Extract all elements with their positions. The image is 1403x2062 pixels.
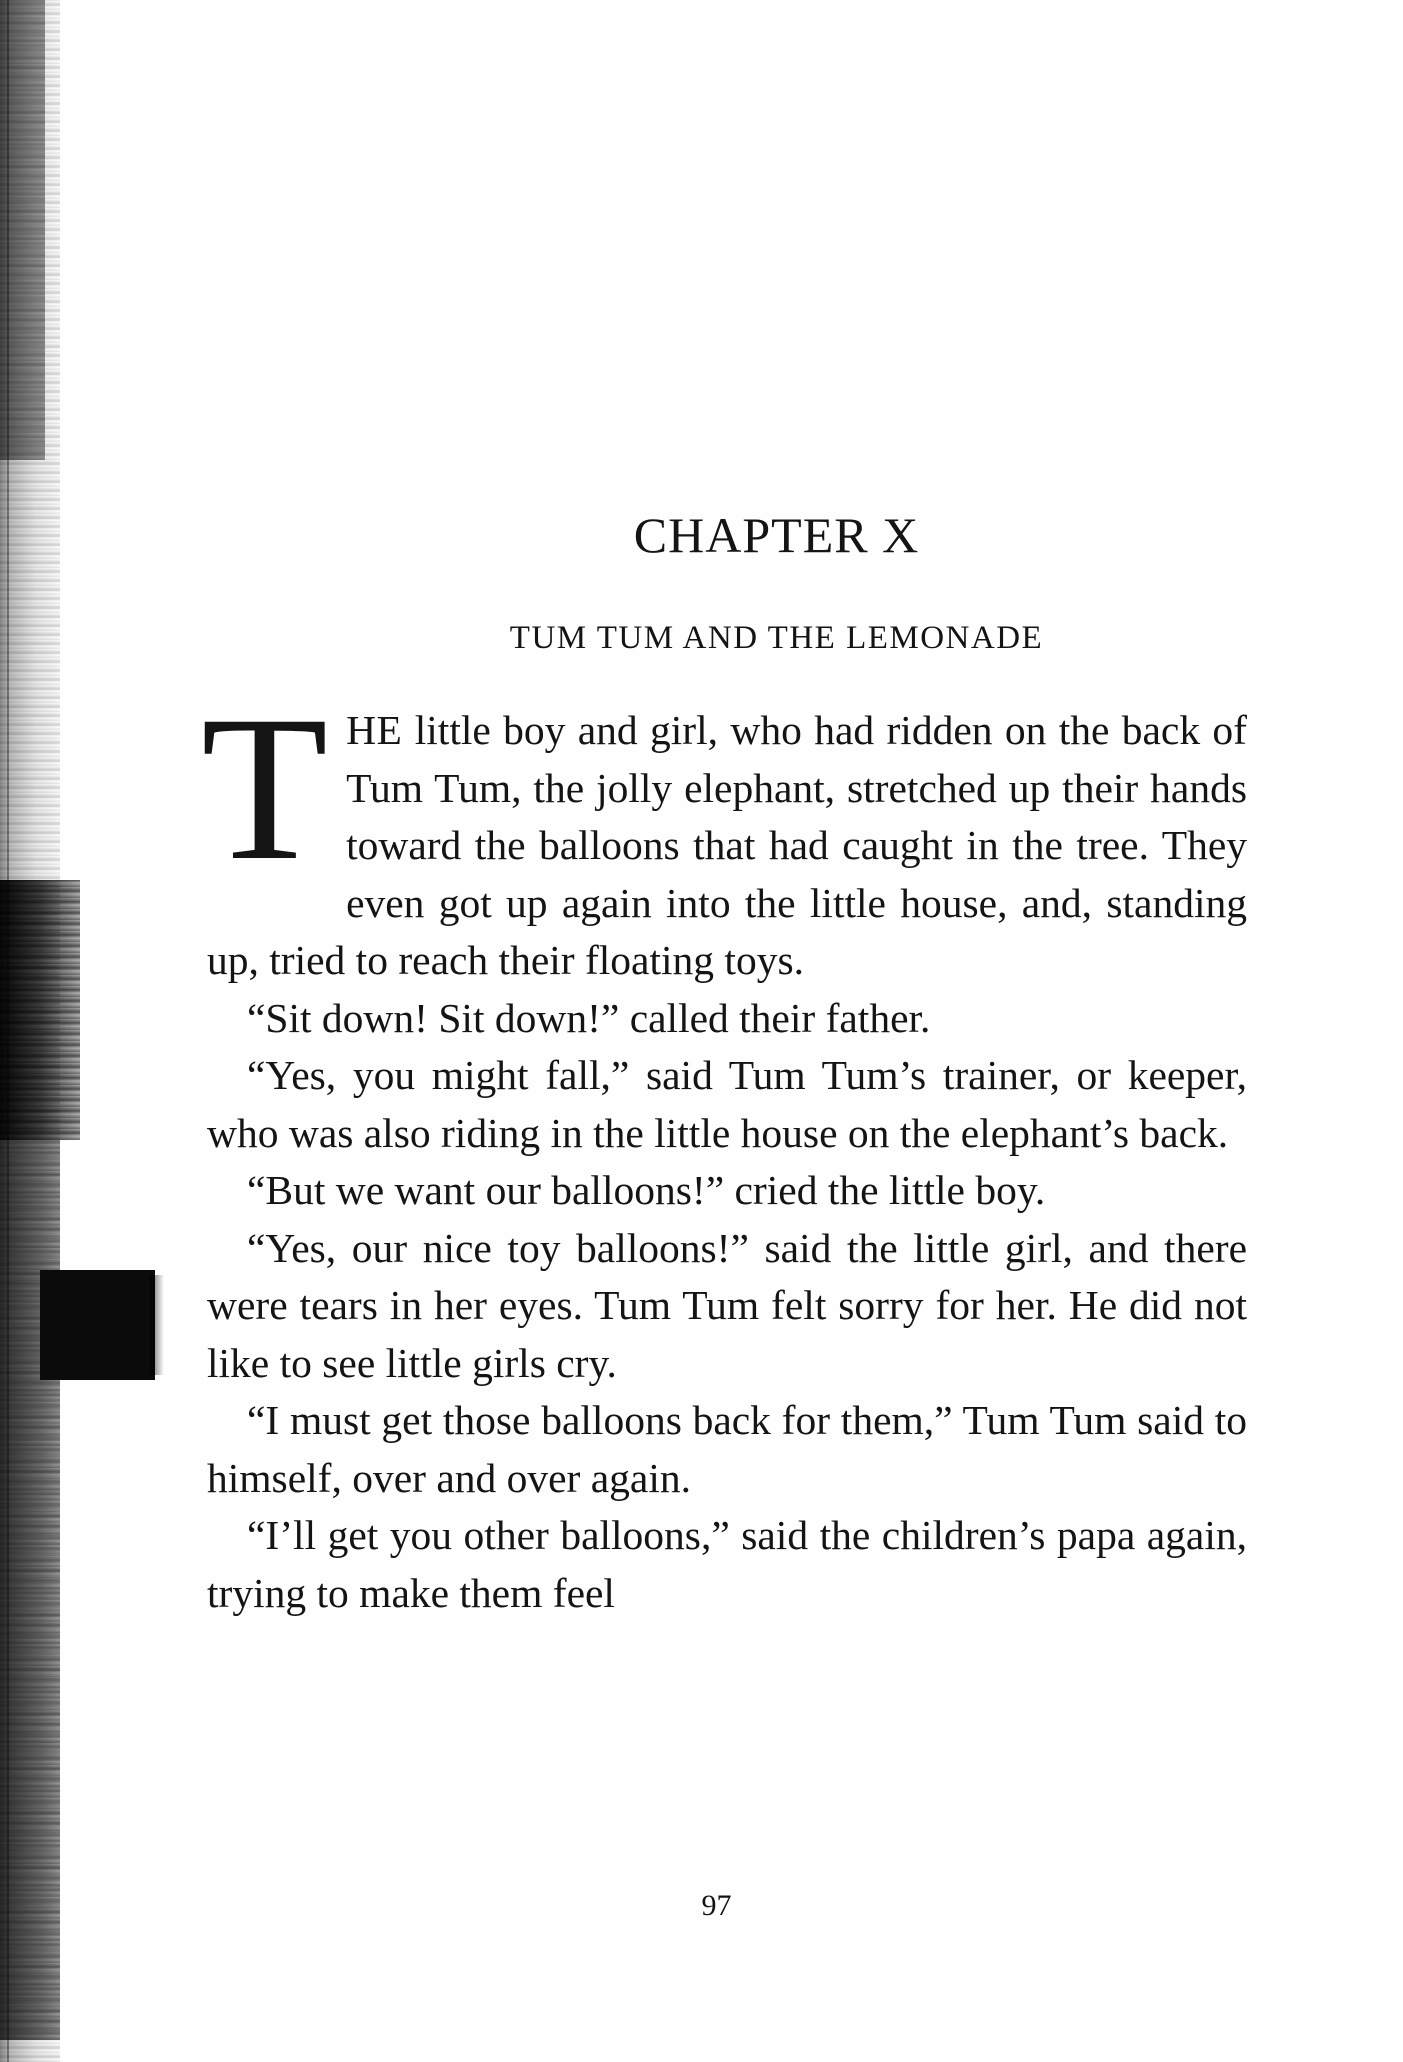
chapter-subtitle: TUM TUM AND THE LEMONADE bbox=[509, 620, 1044, 656]
scan-binding-shadow-middle bbox=[0, 880, 80, 1140]
chapter-heading: CHAPTER X bbox=[633, 507, 920, 563]
paragraph: “I must get those balloons back for them,” Tum Tum said to himself, over and over again. bbox=[207, 1397, 1247, 1501]
paragraph: “Yes, you might fall,” said Tum Tum’s trainer, or keeper, who was also riding in the little house on the elephant’s back. bbox=[207, 1052, 1247, 1156]
drop-cap: T bbox=[201, 673, 329, 903]
chapter-body bbox=[201, 673, 1247, 1622]
opening-paragraph-text: little boy and girl, who had ridden on the back of Tum Tum, the jolly elephant, stretched up their hands toward the balloons that had caught in the tree. They even got up again into the little house, and, standing up, tried to reach their floating toys. bbox=[207, 707, 1247, 983]
paragraph: “I’ll get you other balloons,” said the children’s papa again, trying to make them feel bbox=[207, 1512, 1247, 1616]
page-number: 97 bbox=[701, 1889, 732, 1922]
page-edge-line bbox=[7, 0, 9, 2062]
scan-binding-block-fade bbox=[150, 1275, 164, 1375]
opening-paragraph bbox=[201, 673, 1247, 990]
scan-binding-dark-block bbox=[40, 1270, 155, 1380]
opening-word-rest: HE bbox=[346, 707, 403, 753]
paragraph: “Sit down! Sit down!” called their father. bbox=[247, 994, 931, 1041]
paragraph: “But we want our balloons!” cried the little boy. bbox=[247, 1167, 1046, 1213]
paragraph: “Yes, our nice toy balloons!” said the little girl, and there were tears in her eyes. Tum Tum felt sorry for her. He did not like to see little girls cry. bbox=[207, 1224, 1247, 1386]
